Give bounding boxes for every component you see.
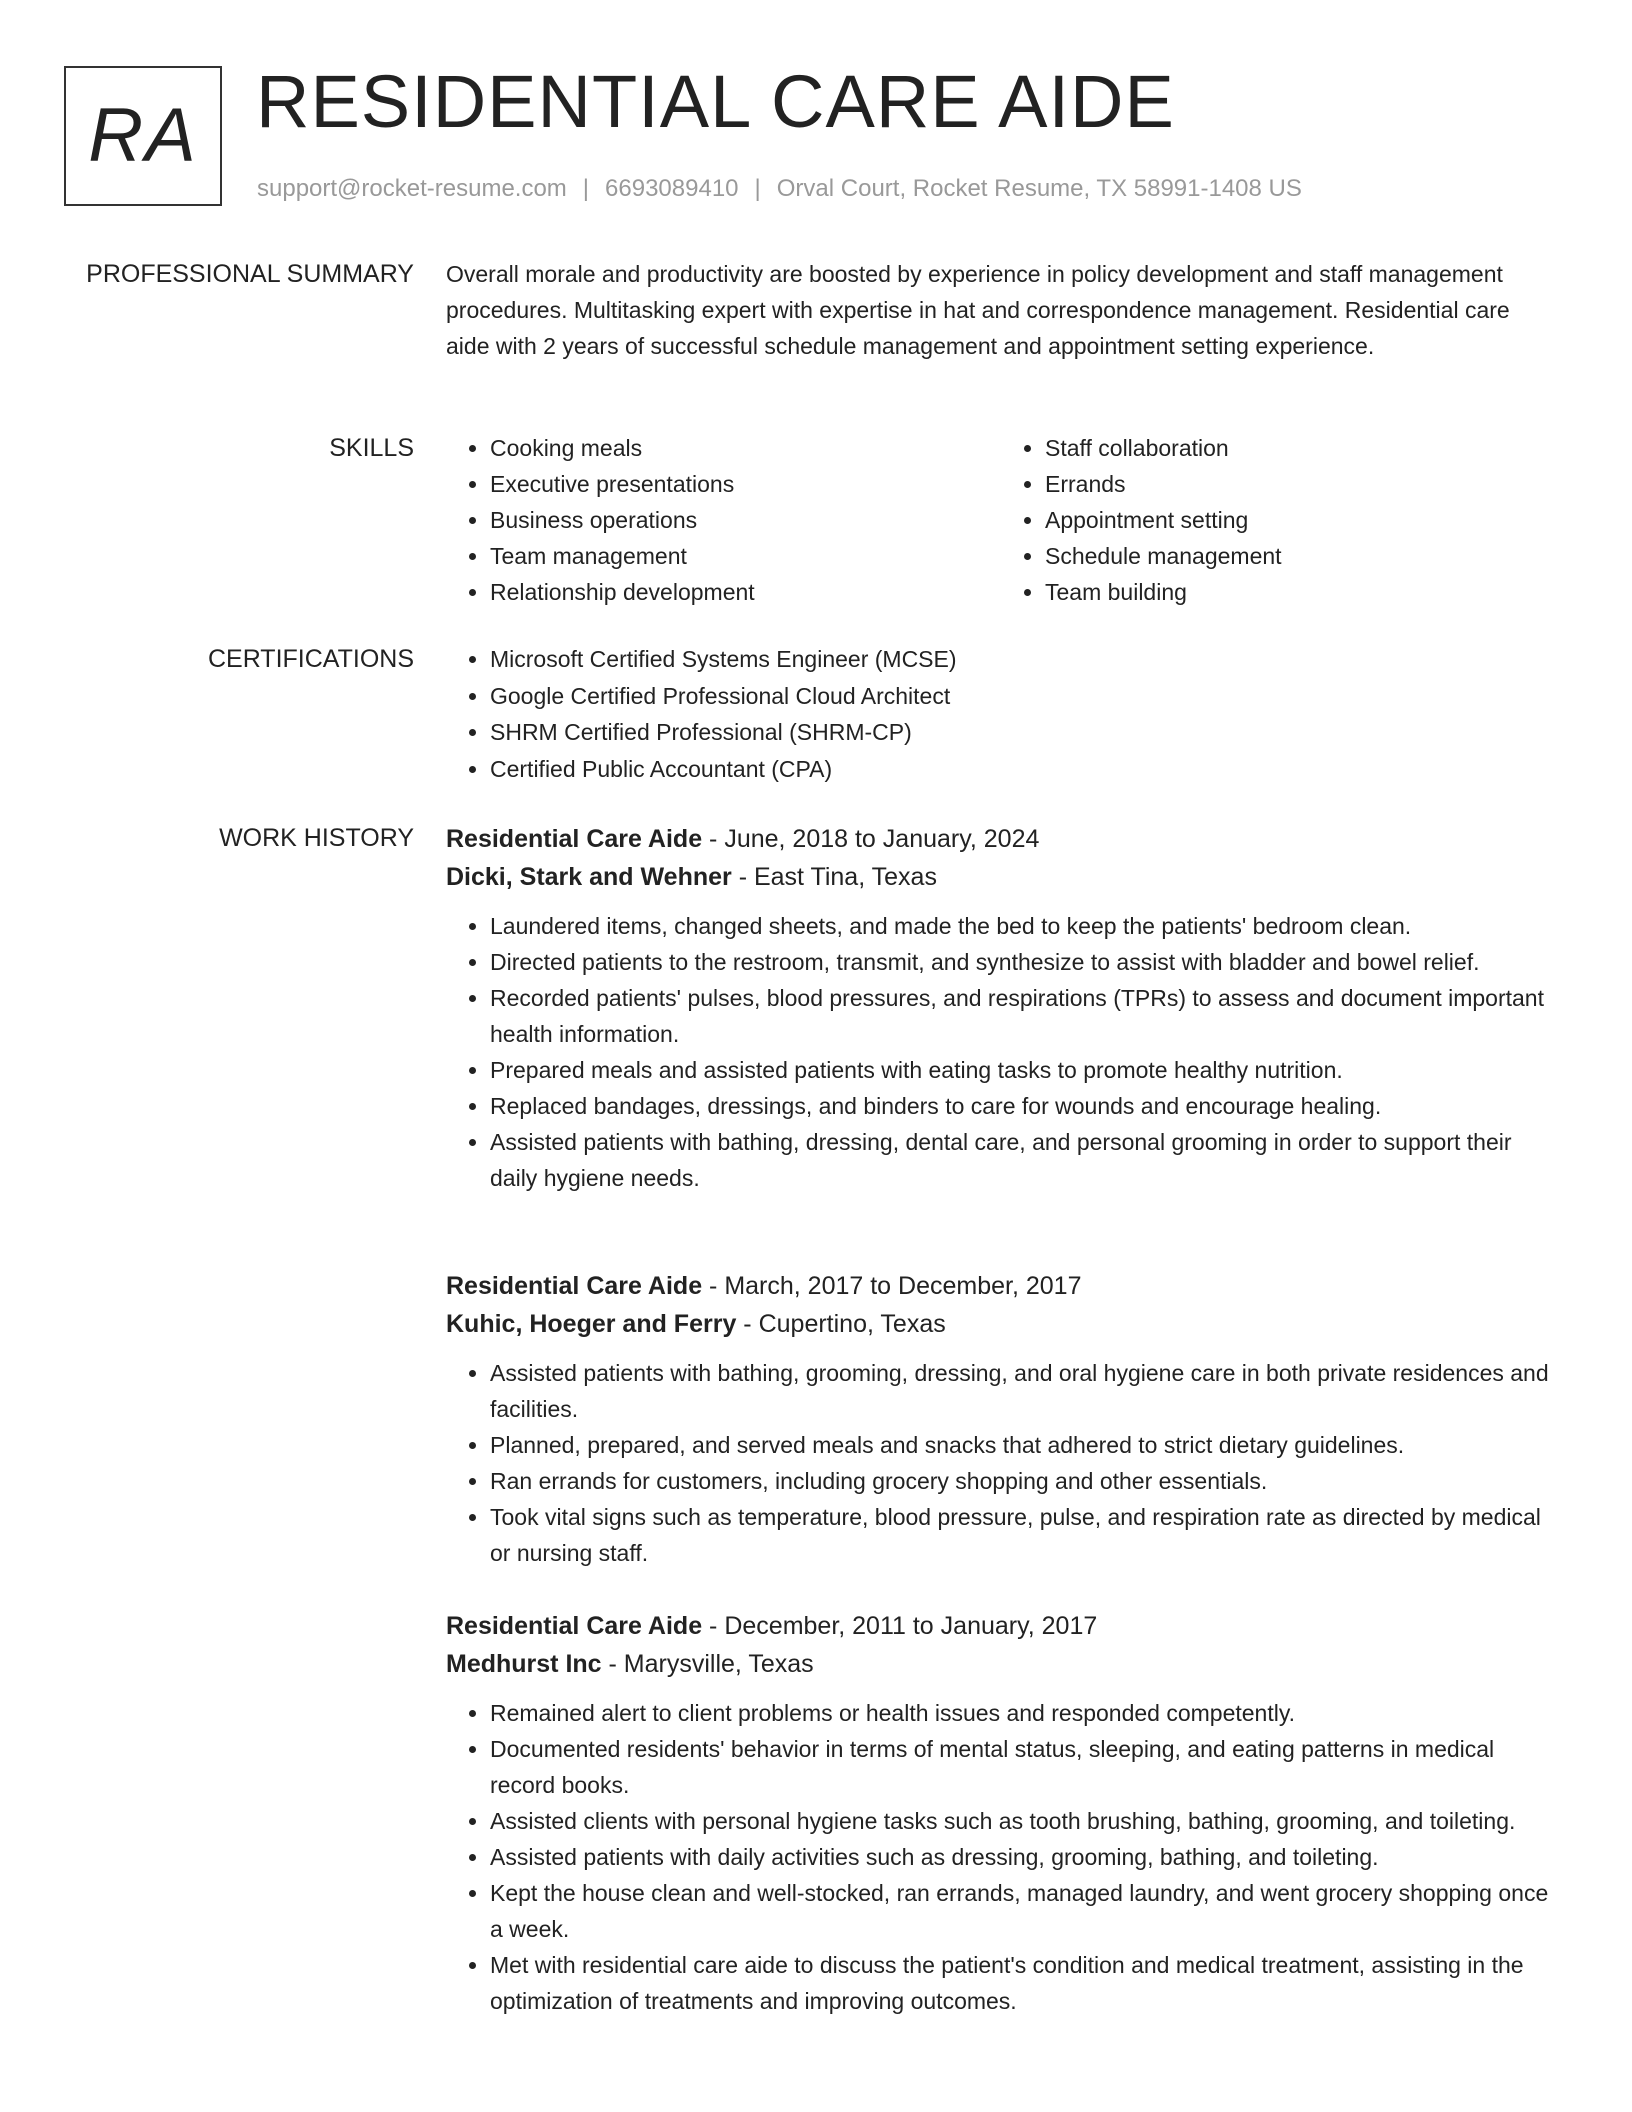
skill-item: • Cooking meals [490, 430, 1001, 466]
skill-item: • Executive presentations [490, 466, 1001, 502]
certification-item: • SHRM Certified Professional (SHRM-CP) [490, 714, 1556, 751]
job-title-line [446, 1607, 1556, 1645]
contact-separator: | [754, 175, 761, 202]
summary-label: PROFESSIONAL SUMMARY [86, 260, 414, 288]
skills-list-right [1001, 430, 1556, 610]
job-entry [446, 1607, 1556, 2019]
job-company-line [446, 1645, 1556, 1683]
job-entry [446, 1267, 1556, 1571]
job-company-line [446, 858, 1556, 896]
job-location: - East Tina, Texas [731, 863, 937, 891]
certification-item: • Microsoft Certified Systems Engineer (MCSE) [490, 641, 1556, 678]
job-duties-list [446, 1355, 1556, 1571]
job-title-line [446, 1267, 1556, 1305]
certifications-list [446, 641, 1556, 787]
summary-text: Overall morale and productivity are boosted by experience in policy development and staff management procedures. Multitasking expert with expertise in hat and correspondence management. Residential care aide with 2 years of successful schedule management and appointment setting experience. [446, 261, 1510, 359]
contact-separator: | [582, 175, 590, 202]
job-role: Residential Care Aide [446, 825, 703, 853]
job-company: Dicki, Stark and Wehner [446, 863, 732, 891]
job-role: Residential Care Aide [446, 1272, 703, 1300]
resume-title: RESIDENTIAL CARE AIDE [256, 60, 1175, 143]
skill-item: • Appointment setting [1045, 502, 1556, 538]
skill-item: • Team management [490, 538, 1001, 574]
job-duty-item: • Ran errands for customers, including grocery shopping and other essentials. [490, 1463, 1556, 1499]
job-duty-item: • Laundered items, changed sheets, and made the bed to keep the patients' bedroom clean. [490, 908, 1556, 944]
job-duty-item: • Took vital signs such as temperature, blood pressure, pulse, and respiration rate as directed by medical or nursing staff. [490, 1499, 1556, 1571]
job-dates: - March, 2017 to December, 2017 [702, 1272, 1082, 1300]
contact-address: Orval Court, Rocket Resume, TX 58991-1408 US [776, 175, 1302, 202]
job-role: Residential Care Aide [446, 1612, 703, 1640]
work-history-label: WORK HISTORY [219, 824, 414, 852]
initials: RA [88, 93, 198, 178]
job-duty-item: • Documented residents' behavior in terms of mental status, sleeping, and eating patterns in medical record books. [490, 1731, 1556, 1803]
job-duty-item: • Planned, prepared, and served meals and snacks that adhered to strict dietary guidelines. [490, 1427, 1556, 1463]
skills-list-left [446, 430, 1001, 610]
contact-email: support@rocket-resume.com [257, 175, 567, 202]
job-duty-item: • Kept the house clean and well-stocked, ran errands, managed laundry, and went grocery shopping once a week. [490, 1875, 1556, 1947]
job-duty-item: • Prepared meals and assisted patients with eating tasks to promote healthy nutrition. [490, 1052, 1556, 1088]
certification-item: • Certified Public Accountant (CPA) [490, 751, 1556, 788]
skill-item: • Team building [1045, 574, 1556, 610]
job-duties-list [446, 908, 1556, 1196]
job-duty-item: • Met with residential care aide to discuss the patient's condition and medical treatment, assisting in the optimization of treatments and improving outcomes. [490, 1947, 1556, 2019]
job-duty-item: • Replaced bandages, dressings, and binders to care for wounds and encourage healing. [490, 1088, 1556, 1124]
job-company: Medhurst Inc [446, 1650, 602, 1678]
skill-item: • Relationship development [490, 574, 1001, 610]
job-company-line [446, 1305, 1556, 1343]
initials-monogram [64, 66, 222, 206]
certifications-label: CERTIFICATIONS [207, 645, 414, 673]
job-duty-item: • Assisted patients with bathing, grooming, dressing, and oral hygiene care in both private residences and facilities. [490, 1355, 1556, 1427]
skill-item: • Staff collaboration [1045, 430, 1556, 466]
job-duty-item: • Directed patients to the restroom, transmit, and synthesize to assist with bladder and bowel relief. [490, 944, 1556, 980]
skill-item: • Schedule management [1045, 538, 1556, 574]
job-duties-list [446, 1695, 1556, 2019]
job-company: Kuhic, Hoeger and Ferry [446, 1310, 737, 1338]
certification-item: • Google Certified Professional Cloud Architect [490, 678, 1556, 715]
job-title-line [446, 820, 1556, 858]
contact-line [257, 174, 1302, 204]
job-dates: - December, 2011 to January, 2017 [702, 1612, 1098, 1640]
job-duty-item: • Remained alert to client problems or health issues and responded competently. [490, 1695, 1556, 1731]
job-duty-item: • Assisted patients with bathing, dressing, dental care, and personal grooming in order to support their daily hygiene needs. [490, 1124, 1556, 1196]
skill-item: • Errands [1045, 466, 1556, 502]
contact-phone: 6693089410 [605, 175, 739, 202]
job-duty-item: • Assisted patients with daily activities such as dressing, grooming, bathing, and toileting. [490, 1839, 1556, 1875]
job-location: - Marysville, Texas [601, 1650, 814, 1678]
job-duty-item: • Recorded patients' pulses, blood pressures, and respirations (TPRs) to assess and document important health information. [490, 980, 1556, 1052]
job-duty-item: • Assisted clients with personal hygiene tasks such as tooth brushing, bathing, grooming, and toileting. [490, 1803, 1556, 1839]
job-dates: - June, 2018 to January, 2024 [702, 825, 1040, 853]
skills-label: SKILLS [329, 434, 414, 462]
skill-item: • Business operations [490, 502, 1001, 538]
job-location: - Cupertino, Texas [736, 1310, 946, 1338]
job-entry [446, 820, 1556, 1196]
